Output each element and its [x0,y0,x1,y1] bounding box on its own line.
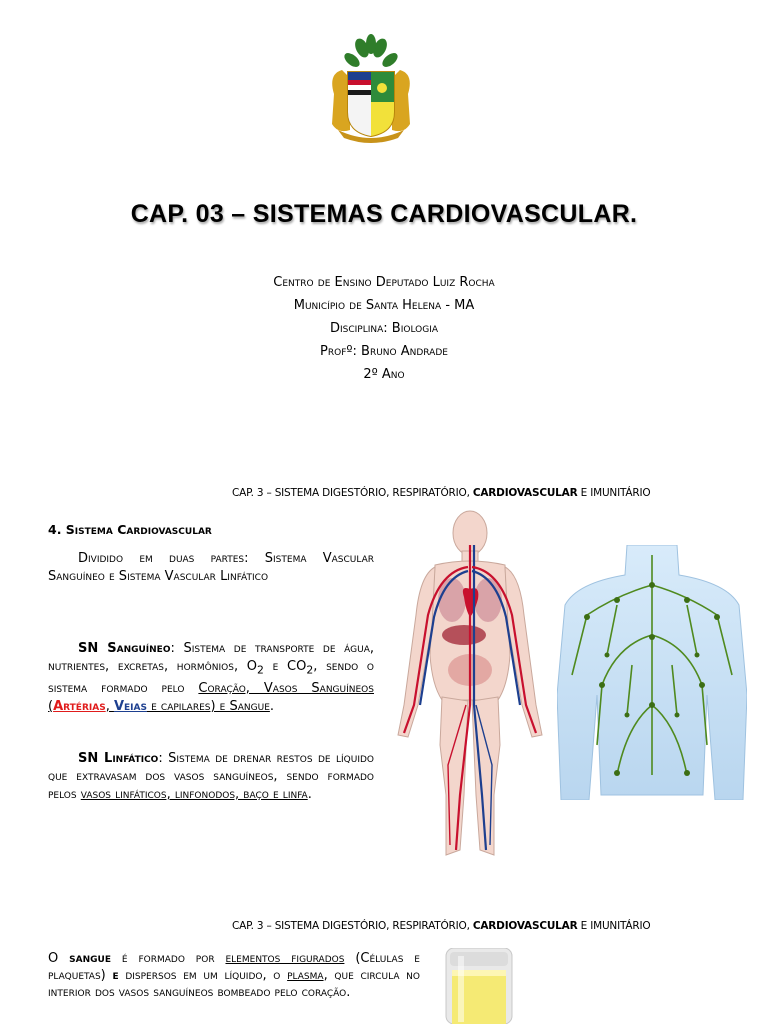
section-title: 4. Sistema Cardiovascular [48,522,212,537]
teacher: Profº: Bruno Andrade [320,344,448,359]
lymphatic-system-illustration [557,545,747,800]
page-title: CAP. 03 – SISTEMAS CARDIOVASCULAR. [130,200,638,228]
sanguineo-paragraph: SN Sanguíneo: Sistema de transporte de água, nutrientes, excretas, hormônios, $O_2$ e $CO_2$, sendo o sistema formado pelo Coração, Vasos Sanguíneos (Artérias, Veias e capilares) e Sangue. [48,641,375,714]
blood-paragraph: O sangue é formado por elementos figurados (Células e plaquetas) e dispersos em um líquido, o plasma, que circula no interior dos vasos sanguíneos bombeado pelo coração. [48,951,420,1000]
linfatico-paragraph: SN Linfático: Sistema de drenar restos de líquido que extravasam dos vasos sanguíneos, sendo formado pelos vasos linfáticos, linfonodos, baço e linfa. [48,751,374,802]
grade: 2º Ano [363,367,405,382]
intro-paragraph: Dividido em duas partes: Sistema Vascular Sanguíneo e Sistema Vascular Linfático [48,551,374,584]
circulatory-system-illustration [390,505,550,865]
municipality: Município de Santa Helena - MA [293,298,475,313]
blood-tube-illustration [436,948,522,1024]
slide-header: CAP. 3 – SISTEMA DIGESTÓRIO, RESPIRATÓRIO, CARDIOVASCULAR E IMUNITÁRIO [232,487,651,499]
school-name: Centro de Ensino Deputado Luiz Rocha [273,275,495,290]
discipline: Disciplina: Biologia [329,321,439,336]
maranhao-coat-of-arms-icon [328,34,414,144]
slide-header-2: CAP. 3 – SISTEMA DIGESTÓRIO, RESPIRATÓRIO, CARDIOVASCULAR E IMUNITÁRIO [232,920,651,932]
